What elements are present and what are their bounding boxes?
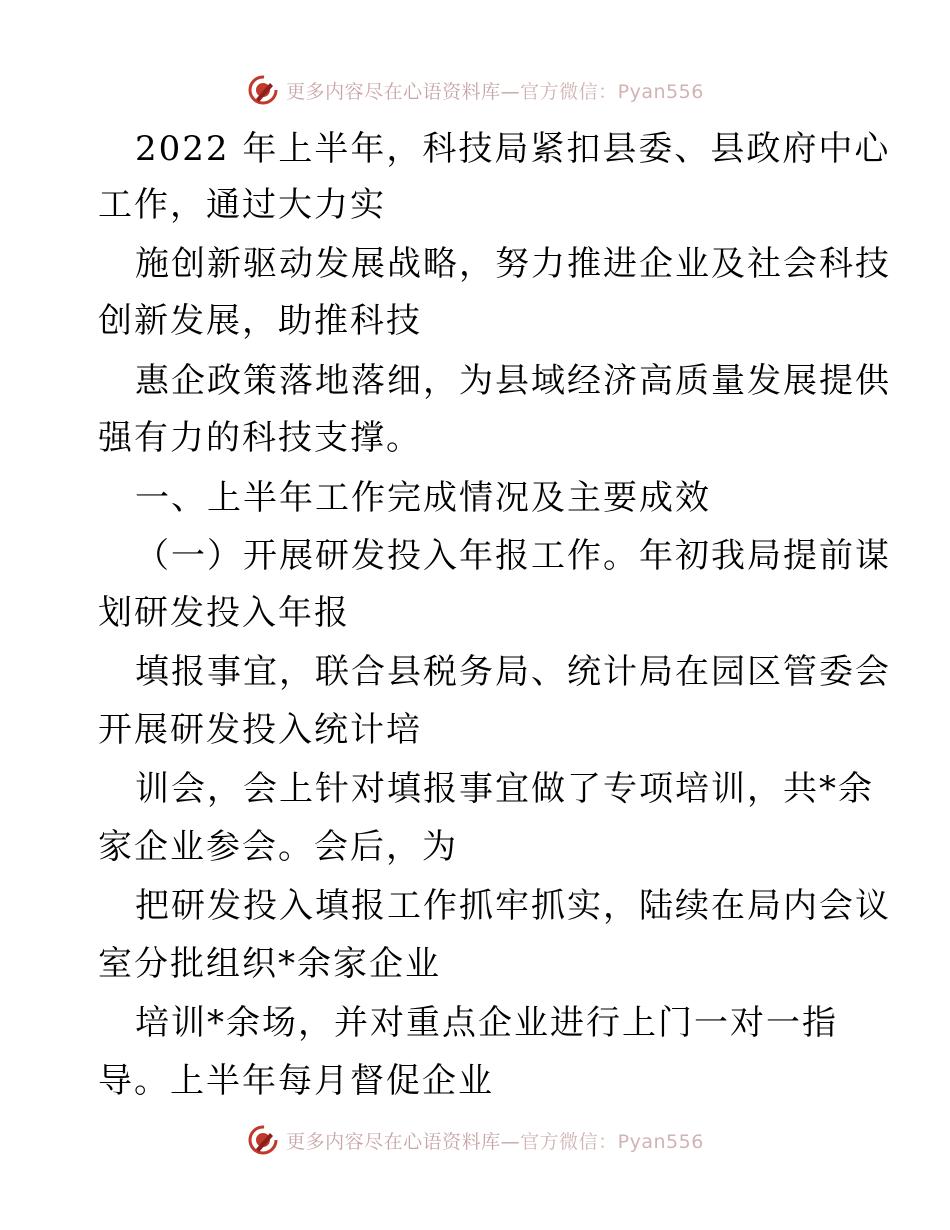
header-banner-wechat: 官方微信：Pyan556 <box>520 80 704 103</box>
section-heading: 一、上半年工作完成情况及主要成效 <box>135 478 711 518</box>
footer-banner-wechat: 官方微信：Pyan556 <box>520 1130 704 1153</box>
text-line: 把研发投入填报工作抓牢抓实，陆续在局内会议 <box>135 886 891 926</box>
header-banner <box>0 70 950 110</box>
pen-logo-icon <box>246 1123 280 1157</box>
text-line: 室分批组织*余家企业 <box>98 944 441 984</box>
header-banner-text <box>286 77 704 104</box>
text-line: （一）开展研发投入年报工作。年初我局提前谋 <box>135 536 891 576</box>
text-line: 训会，会上针对填报事宜做了专项培训，共*余 <box>135 769 874 809</box>
footer-banner <box>0 1120 950 1160</box>
pen-logo-icon <box>246 73 280 107</box>
footer-banner-cn: 更多内容尽在心语资料库— <box>286 1130 521 1153</box>
text-line: 2022 年上半年，科技局紧扣县委、县政府中心 <box>135 129 891 169</box>
text-line: 创新发展，助推科技 <box>98 301 422 341</box>
text-line: 惠企政策落地落细，为县域经济高质量发展提供 <box>135 361 891 401</box>
text-line: 填报事宜，联合县税务局、统计局在园区管委会 <box>135 652 891 692</box>
text-line: 培训*余场，并对重点企业进行上门一对一指 <box>135 1003 838 1043</box>
text-line: 划研发投入年报 <box>98 593 350 633</box>
header-banner-cn: 更多内容尽在心语资料库— <box>286 80 521 103</box>
text-line: 强有力的科技支撑。 <box>98 418 422 458</box>
text-line: 导。上半年每月督促企业 <box>98 1061 494 1101</box>
footer-banner-text <box>286 1127 704 1154</box>
text-line: 施创新驱动发展战略，努力推进企业及社会科技 <box>135 244 891 284</box>
text-line: 家企业参会。会后，为 <box>98 827 458 867</box>
text-line: 开展研发投入统计培 <box>98 710 422 750</box>
text-line: 工作，通过大力实 <box>98 185 386 225</box>
